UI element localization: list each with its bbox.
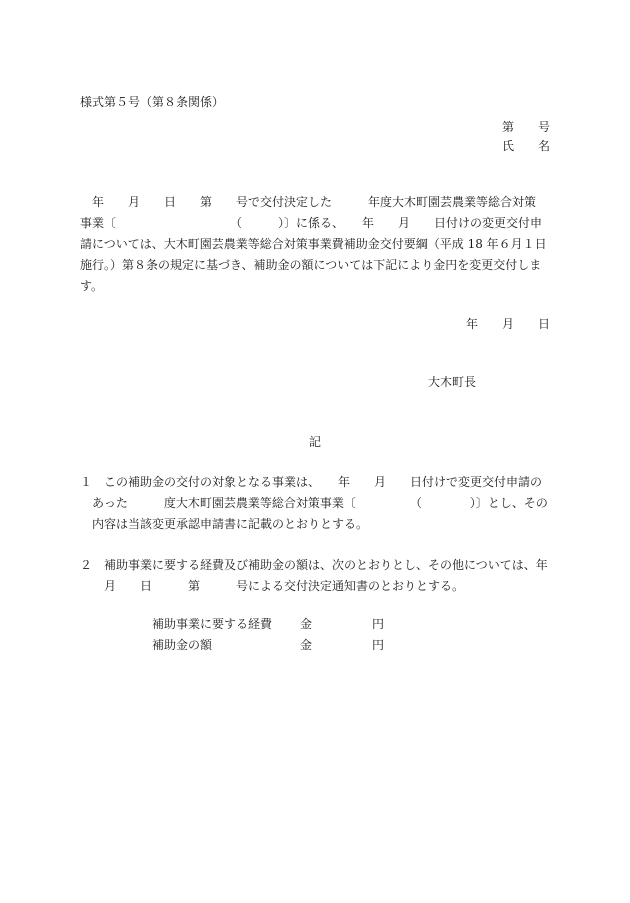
body-line: 施行。）第８条の規定に基づき、補助金の額については下記により金円を変更交付しま <box>80 258 542 272</box>
body-line: す。 <box>80 279 104 293</box>
document-number: 第 号 <box>501 120 550 134</box>
amount-kin: 金 <box>300 638 313 652</box>
form-label: 様式第５号（第８条関係） <box>80 95 225 109</box>
recipient-name: 氏 名 <box>501 139 550 153</box>
item1-line: １ この補助金の交付の対象となる事業は、 年 月 日付けで変更交付申請の <box>80 475 543 489</box>
body-line: 事業〔 （ ）〕に係る、 年 月 日付けの変更交付申 <box>80 216 543 230</box>
issuer-name: 大木町長 <box>428 375 477 389</box>
amount-yen: 円 <box>372 638 385 652</box>
body-line: 請については、大木町園芸農業等総合対策事業費補助金交付要綱（平成 18 年６月１日 <box>80 237 547 251</box>
amount-label: 補助事業に要する経費 <box>152 617 273 631</box>
body-line: 年 月 日 第 号で交付決定した 年度大木町園芸農業等総合対策 <box>80 195 537 209</box>
item2-line: 月 日 第 号による交付決定通知書のとおりとする。 <box>80 579 465 593</box>
item2-line: ２ 補助事業に要する経費及び補助金の額は、次のとおりとし、その他については、年 <box>80 558 548 572</box>
item1-line: 内容は当該変更承認申請書に記載のとおりとする。 <box>80 517 369 531</box>
amount-label: 補助金の額 <box>152 638 213 652</box>
amount-kin: 金 <box>300 617 313 631</box>
issue-date: 年 月 日 <box>465 317 550 331</box>
ki-heading: 記 <box>308 435 321 449</box>
amount-yen: 円 <box>372 617 385 631</box>
item1-line: あった 度大木町園芸農業等総合対策事業〔 （ ）〕とし、その <box>80 496 548 510</box>
